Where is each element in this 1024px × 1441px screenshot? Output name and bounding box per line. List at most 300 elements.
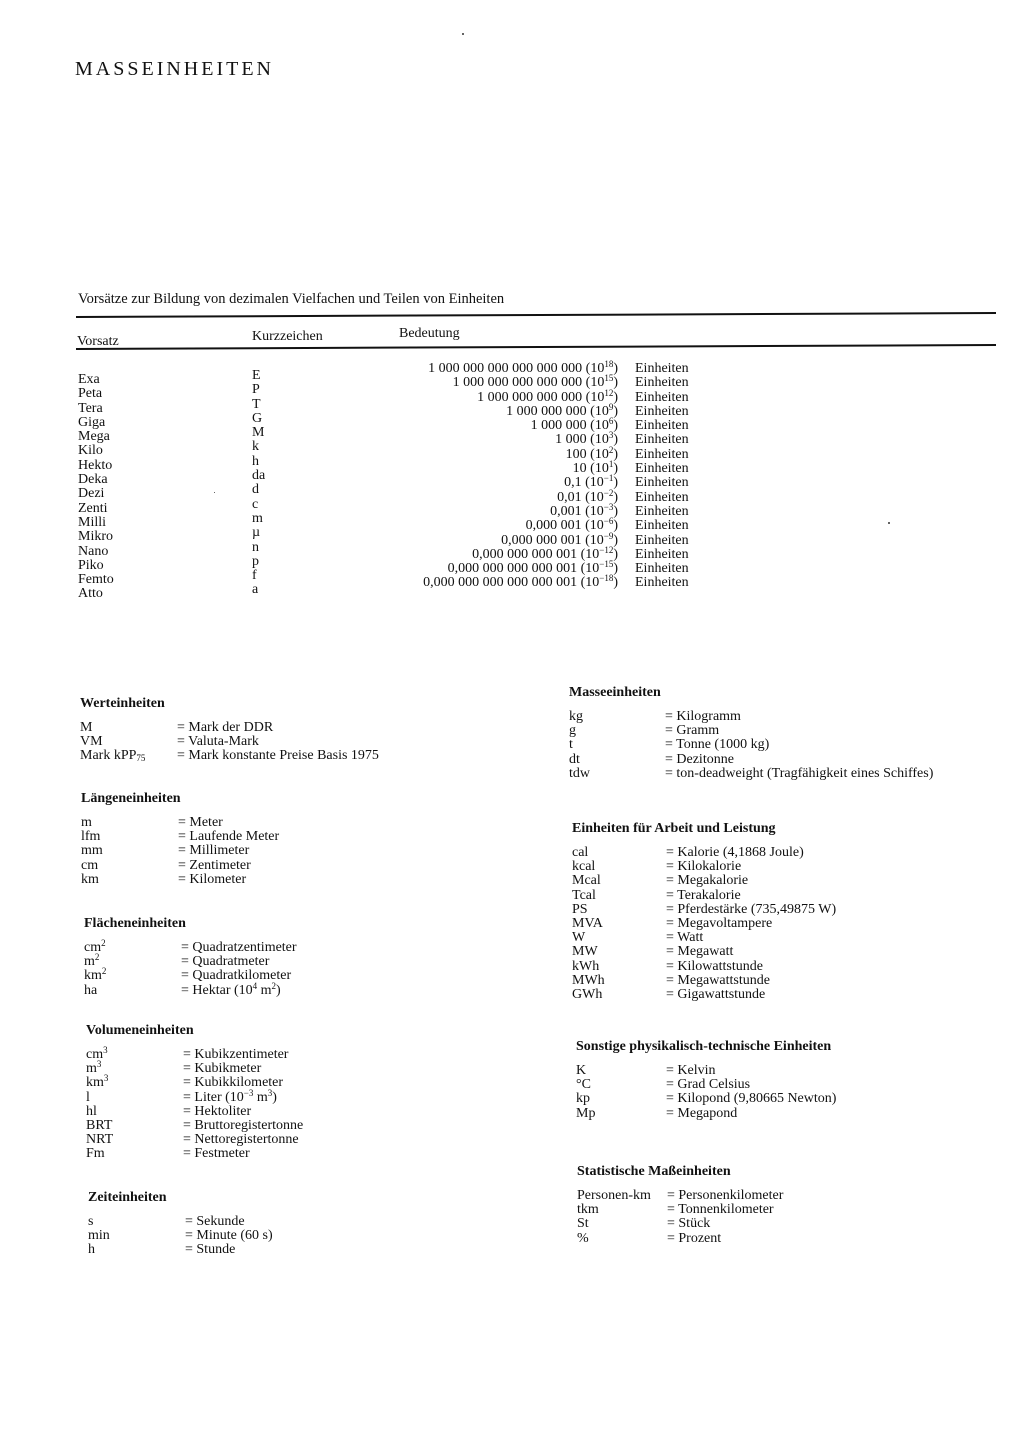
section-heading: Längeneinheiten xyxy=(81,791,181,806)
unit-definition xyxy=(177,735,259,749)
paren-close: ) xyxy=(613,532,618,548)
unit-row xyxy=(81,816,279,830)
paren-open: (10 xyxy=(586,432,609,448)
unit-row xyxy=(572,846,836,860)
prefix-name: Tera xyxy=(78,400,103,416)
paren-open: (10 xyxy=(577,546,600,562)
section-volumeneinheiten xyxy=(86,1023,303,1162)
unit-symbol-text: kp xyxy=(576,1091,590,1107)
unit-definition-text: = Kilokalorie xyxy=(666,859,742,875)
paren-close: ) xyxy=(613,461,618,477)
prefix-name: Zenti xyxy=(78,500,108,516)
unit-symbol-text: NRT xyxy=(86,1132,114,1148)
paren-open: (10 xyxy=(577,561,600,577)
prefix-name: Kilo xyxy=(78,443,103,459)
section-masseeinheiten xyxy=(569,685,933,781)
section-werteinheiten xyxy=(80,696,379,764)
unit-definition-text: = Pferdestärke (735,49875 W) xyxy=(666,901,837,917)
unit-symbol xyxy=(81,830,178,844)
unit-symbol xyxy=(569,710,665,724)
unit-row xyxy=(81,859,279,873)
unit-symbol-text: s xyxy=(88,1214,94,1229)
unit-row xyxy=(577,1232,783,1246)
unit-symbol-text: m xyxy=(84,954,95,970)
unit-symbol xyxy=(572,960,666,974)
unit-row xyxy=(572,931,836,945)
prefix-name: Exa xyxy=(78,372,100,387)
unit-definition-text: = Kilogramm xyxy=(665,709,741,724)
unit-definition xyxy=(666,945,733,959)
unit-symbol-text: h xyxy=(88,1242,95,1258)
unit-definition-text: = Hektar (10 xyxy=(181,982,253,998)
speck-dot xyxy=(214,492,215,493)
unit-definition xyxy=(665,724,719,738)
header-prefix: Vorsatz xyxy=(77,334,119,349)
prefix-unit-word: Einheiten xyxy=(635,403,689,419)
unit-row xyxy=(81,830,279,844)
unit-symbol-text: MWh xyxy=(572,972,605,988)
unit-definition-text: = Kalorie (4,1868 Joule) xyxy=(666,845,804,860)
unit-symbol-text: km xyxy=(84,968,102,984)
unit-definition-text: = Watt xyxy=(666,930,704,946)
paren-open: (10 xyxy=(586,418,609,434)
prefix-unit-word: Einheiten xyxy=(635,475,689,491)
paren-open: (10 xyxy=(581,503,604,519)
prefix-symbol: M xyxy=(252,425,265,441)
unit-definition-text: = Personenkilometer xyxy=(667,1188,784,1203)
prefix-name: Mikro xyxy=(78,529,113,545)
unit-row xyxy=(576,1107,836,1121)
section-heading: Masseeinheiten xyxy=(569,685,661,700)
paren-close: ) xyxy=(613,475,618,491)
prefix-unit-word: Einheiten xyxy=(635,375,689,391)
prefix-unit-word: Einheiten xyxy=(635,532,689,548)
unit-symbol xyxy=(81,873,178,887)
prefix-value: 100 xyxy=(565,446,587,462)
unit-definition xyxy=(185,1215,245,1229)
unit-definition-text: = Megakalorie xyxy=(666,873,749,889)
unit-row xyxy=(84,938,297,955)
unit-definition-text: = Zentimeter xyxy=(178,857,251,873)
unit-symbol xyxy=(88,1229,185,1243)
unit-definition xyxy=(665,710,741,724)
prefix-power: 3 xyxy=(608,430,614,441)
paren-open: (10 xyxy=(581,489,604,505)
unit-symbol-text: GWh xyxy=(572,986,603,1002)
prefix-unit-word: Einheiten xyxy=(635,561,689,577)
prefix-name: Deka xyxy=(78,472,108,488)
unit-definition xyxy=(178,873,246,887)
unit-symbol-text: Mp xyxy=(576,1105,596,1121)
unit-symbol-text: Mark kPP xyxy=(80,748,137,764)
page-title: MASSEINHEITEN xyxy=(75,58,274,80)
prefix-value: 0,000 000 001 xyxy=(501,532,582,548)
unit-definition xyxy=(183,1062,261,1076)
unit-definition xyxy=(185,1243,235,1257)
prefix-value: 1 000 000 000 xyxy=(506,403,587,419)
paren-open: (10 xyxy=(586,461,609,477)
unit-symbol-text: dt xyxy=(569,751,580,767)
section-arbeit-leistung xyxy=(572,821,836,1002)
unit-definition xyxy=(666,860,741,874)
prefix-value: 1 000 000 000 000 000 xyxy=(452,375,583,391)
unit-row xyxy=(572,988,836,1002)
unit-definition xyxy=(666,846,804,860)
unit-definition xyxy=(177,721,273,735)
paren-open: (10 xyxy=(581,475,604,491)
unit-symbol xyxy=(86,1133,183,1147)
unit-definition-text: = Mark konstante Preise Basis 1975 xyxy=(177,748,379,764)
unit-row xyxy=(80,735,379,749)
prefix-power: −9 xyxy=(603,530,614,541)
unit-symbol-text: VM xyxy=(80,734,103,750)
unit-definition-text: = Valuta-Mark xyxy=(177,734,259,750)
prefix-power: −2 xyxy=(603,487,614,498)
unit-row xyxy=(569,767,933,781)
unit-symbol xyxy=(576,1092,666,1106)
unit-definition-text: = Liter (10 xyxy=(183,1089,244,1105)
unit-definition-text: = Kubikkilometer xyxy=(183,1075,284,1091)
section-flaecheneinheiten xyxy=(84,916,297,998)
unit-definition xyxy=(666,960,763,974)
unit-row xyxy=(576,1092,836,1106)
unit-row xyxy=(86,1045,303,1062)
table-header-rule xyxy=(76,344,996,350)
prefix-power: 9 xyxy=(608,401,614,412)
unit-symbol-exponent: 2 xyxy=(101,938,106,948)
unit-definition xyxy=(181,955,269,969)
prefix-unit-word: Einheiten xyxy=(635,489,689,505)
prefix-meaning xyxy=(360,573,618,591)
prefix-value: 1 000 000 000 000 000 000 xyxy=(428,361,583,376)
unit-symbol-text: g xyxy=(569,723,576,739)
header-meaning: Bedeutung xyxy=(399,326,460,341)
unit-definition xyxy=(178,830,279,844)
unit-row xyxy=(576,1078,836,1092)
unit-symbol-text: St xyxy=(577,1216,589,1232)
prefix-unit-word: Einheiten xyxy=(635,503,689,519)
prefix-unit-word: Einheiten xyxy=(635,446,689,462)
unit-definition-text: = Megavoltampere xyxy=(666,915,773,931)
unit-definition xyxy=(183,1119,303,1133)
prefix-power: 6 xyxy=(608,416,614,427)
unit-row xyxy=(86,1133,303,1147)
unit-definition-text: = Kubikmeter xyxy=(183,1061,262,1077)
unit-definition-text: = Kelvin xyxy=(666,1063,716,1078)
prefix-symbol: a xyxy=(252,582,259,598)
prefix-meaning-column xyxy=(360,359,618,591)
prefix-symbol: E xyxy=(252,368,261,383)
unit-row xyxy=(572,874,836,888)
prefix-unit-word: Einheiten xyxy=(635,361,689,376)
unit-definition-text: = Nettoregistertonne xyxy=(183,1132,299,1148)
prefix-power: −12 xyxy=(599,544,614,555)
paren-open: (10 xyxy=(582,361,605,376)
paren-open: (10 xyxy=(577,575,600,591)
unit-row xyxy=(86,1059,303,1077)
prefix-value: 1 000 xyxy=(555,432,587,448)
paren-close: ) xyxy=(613,361,618,376)
prefix-symbol: µ xyxy=(252,525,261,541)
unit-row xyxy=(80,749,379,763)
prefix-meaning xyxy=(360,530,618,548)
definition-end: ) xyxy=(272,1089,277,1105)
unit-definition xyxy=(666,917,772,931)
section-heading: Volumeneinheiten xyxy=(86,1023,194,1038)
prefix-value: 0,000 000 000 001 xyxy=(472,546,578,562)
unit-definition xyxy=(667,1217,710,1231)
unit-row xyxy=(577,1189,783,1203)
unit-row xyxy=(86,1105,303,1119)
unit-symbol xyxy=(572,988,666,1002)
unit-row xyxy=(88,1243,273,1257)
unit-row xyxy=(569,753,933,767)
prefix-value: 0,001 xyxy=(550,503,582,519)
unit-definition xyxy=(183,1087,277,1105)
unit-symbol-text: Fm xyxy=(86,1146,105,1162)
section-zeiteinheiten xyxy=(88,1190,273,1258)
prefix-meaning xyxy=(360,430,618,448)
unit-definition-text: = Dezitonne xyxy=(665,751,734,767)
unit-symbol-exponent: 3 xyxy=(103,1045,108,1055)
unit-symbol-text: l xyxy=(86,1089,90,1105)
unit-symbol-exponent: 3 xyxy=(96,1059,102,1070)
unit-row xyxy=(569,724,933,738)
unit-symbol-text: MW xyxy=(572,944,598,960)
paren-close: ) xyxy=(613,489,618,505)
prefix-unit-word: Einheiten xyxy=(635,546,689,562)
prefix-name: Nano xyxy=(78,543,109,559)
unit-row xyxy=(572,945,836,959)
section-statistische xyxy=(577,1164,783,1246)
paren-open: (10 xyxy=(582,389,605,405)
definition-tail-exponent: 3 xyxy=(267,1087,273,1098)
prefix-symbol-column xyxy=(252,369,265,598)
prefix-symbol: da xyxy=(252,468,266,484)
unit-symbol-text: m xyxy=(86,1061,97,1077)
prefix-value: 0,1 xyxy=(564,475,582,491)
unit-symbol-text: Tcal xyxy=(572,887,596,903)
paren-close: ) xyxy=(613,561,618,577)
unit-row xyxy=(84,980,297,998)
unit-definition-text: = Kubikzentimeter xyxy=(183,1047,289,1062)
unit-definition xyxy=(177,749,379,763)
prefix-power: −6 xyxy=(603,516,614,527)
unit-symbol xyxy=(569,767,665,781)
prefix-power: −18 xyxy=(599,573,614,584)
prefix-name: Hekto xyxy=(78,457,113,473)
prefix-unit-word: Einheiten xyxy=(635,389,689,405)
unit-definition xyxy=(666,1078,750,1092)
prefix-value: 1 000 000 000 000 xyxy=(477,389,583,405)
unit-symbol-text: ha xyxy=(84,982,98,998)
unit-symbol xyxy=(86,1119,183,1133)
unit-definition-text: = Bruttoregistertonne xyxy=(183,1117,304,1133)
definition-tail-exponent: 2 xyxy=(271,980,277,991)
paren-close: ) xyxy=(613,575,618,591)
prefix-table-caption: Vorsätze zur Bildung von dezimalen Vielfachen und Teilen von Einheiten xyxy=(78,291,505,307)
unit-symbol-text: cal xyxy=(572,845,589,860)
unit-symbol xyxy=(80,735,177,749)
unit-symbol-text: Mcal xyxy=(572,873,601,889)
unit-symbol xyxy=(577,1217,667,1231)
paren-close: ) xyxy=(613,375,618,391)
unit-row xyxy=(80,721,379,735)
section-heading: Statistische Maßeinheiten xyxy=(577,1164,731,1179)
unit-symbol-text: PS xyxy=(572,901,588,917)
prefix-meaning xyxy=(360,473,618,491)
paren-open: (10 xyxy=(586,446,609,462)
prefix-power: 12 xyxy=(604,387,614,398)
unit-definition xyxy=(666,889,741,903)
unit-row xyxy=(569,738,933,752)
unit-symbol-text: cm xyxy=(84,940,102,955)
unit-definition xyxy=(666,931,703,945)
prefix-power: −3 xyxy=(603,501,614,512)
unit-definition xyxy=(181,980,281,998)
unit-symbol-text: % xyxy=(577,1230,589,1246)
unit-symbol-text: lfm xyxy=(81,829,101,845)
unit-definition xyxy=(667,1232,721,1246)
unit-row xyxy=(572,903,836,917)
unit-symbol xyxy=(86,1091,183,1105)
unit-row xyxy=(88,1229,273,1243)
unit-definition xyxy=(665,738,769,752)
unit-definition-text: = Quadratzentimeter xyxy=(181,940,297,955)
unit-symbol-text: kcal xyxy=(572,859,596,875)
prefix-symbol: p xyxy=(252,553,259,569)
unit-row xyxy=(572,974,836,988)
prefix-power: 15 xyxy=(604,373,614,384)
unit-symbol xyxy=(572,974,666,988)
prefix-meaning xyxy=(360,487,618,505)
unit-symbol xyxy=(86,1073,183,1091)
unit-definition-text: = Millimeter xyxy=(178,843,250,859)
unit-symbol xyxy=(576,1064,666,1078)
unit-definition-text: = Meter xyxy=(178,815,223,830)
unit-symbol-text: K xyxy=(576,1063,587,1078)
prefix-name: Milli xyxy=(78,514,107,530)
unit-symbol xyxy=(86,1105,183,1119)
prefix-value: 0,01 xyxy=(557,489,582,505)
prefix-name: Peta xyxy=(78,386,103,402)
prefix-value: 0,000 000 000 000 000 001 xyxy=(423,575,578,591)
unit-definition xyxy=(666,1107,737,1121)
unit-symbol-text: M xyxy=(80,720,93,735)
unit-definition xyxy=(178,816,223,830)
unit-definition-text: = Grad Celsius xyxy=(666,1077,751,1093)
unit-definition xyxy=(666,974,770,988)
unit-definition-text: = Laufende Meter xyxy=(178,829,280,845)
unit-symbol xyxy=(577,1232,667,1246)
paren-close: ) xyxy=(613,432,618,448)
prefix-power: 18 xyxy=(604,359,614,369)
unit-definition-text: = Tonne (1000 kg) xyxy=(665,737,770,753)
unit-symbol-exponent: 2 xyxy=(101,966,107,977)
prefix-name: Piko xyxy=(78,557,104,573)
unit-symbol-text: Personen-km xyxy=(577,1188,651,1203)
unit-symbol-text: cm xyxy=(86,1047,104,1062)
prefix-name: Femto xyxy=(78,572,114,588)
prefix-symbol: d xyxy=(252,482,259,498)
unit-definition xyxy=(183,1133,299,1147)
prefix-symbol: c xyxy=(252,496,259,512)
definition-exponent: −3 xyxy=(243,1087,254,1098)
unit-row xyxy=(84,952,297,970)
unit-definition-text: = ton-deadweight (Tragfähigkeit eines Schiffes) xyxy=(665,765,934,781)
unit-symbol-text: tkm xyxy=(577,1202,599,1218)
prefix-value: 1 000 000 xyxy=(530,418,587,434)
definition-end: ) xyxy=(276,982,281,998)
unit-definition xyxy=(183,1147,250,1161)
section-heading: Zeiteinheiten xyxy=(88,1190,167,1205)
paren-close: ) xyxy=(613,418,618,434)
unit-definition-text: = Prozent xyxy=(667,1230,722,1246)
unit-definition-text: = Sekunde xyxy=(185,1214,245,1229)
section-heading: Einheiten für Arbeit und Leistung xyxy=(572,821,776,836)
prefix-symbol: h xyxy=(252,453,259,469)
unit-row xyxy=(86,1147,303,1161)
table-top-rule xyxy=(76,312,996,318)
unit-symbol-text: kg xyxy=(569,709,583,724)
unit-symbol xyxy=(572,903,666,917)
prefix-symbol: G xyxy=(252,410,263,426)
unit-definition-text: = Quadratmeter xyxy=(181,954,270,970)
unit-symbol xyxy=(84,966,181,984)
unit-definition xyxy=(185,1229,273,1243)
unit-definition xyxy=(666,1092,836,1106)
paren-open: (10 xyxy=(586,403,609,419)
unit-symbol xyxy=(572,931,666,945)
prefix-power: −1 xyxy=(603,473,614,484)
prefix-symbol: P xyxy=(252,382,260,398)
unit-row xyxy=(576,1064,836,1078)
prefix-symbol: m xyxy=(252,510,263,526)
unit-definition-text: = Kilometer xyxy=(178,871,247,887)
prefix-name: Dezi xyxy=(78,486,105,502)
unit-symbol xyxy=(572,860,666,874)
speck-dot xyxy=(888,522,890,524)
paren-open: (10 xyxy=(581,518,604,534)
unit-symbol-text: W xyxy=(572,930,586,946)
unit-definition-text: = Stunde xyxy=(185,1242,236,1258)
definition-exponent: 4 xyxy=(252,980,258,991)
unit-row xyxy=(84,966,297,984)
paren-close: ) xyxy=(613,389,618,405)
unit-row xyxy=(577,1217,783,1231)
header-symbol: Kurzzeichen xyxy=(252,329,323,344)
unit-definition xyxy=(666,1064,716,1078)
unit-symbol xyxy=(569,724,665,738)
unit-symbol-exponent: 3 xyxy=(103,1073,109,1084)
unit-symbol-exponent: 2 xyxy=(94,952,100,963)
unit-symbol xyxy=(81,859,178,873)
unit-row xyxy=(88,1215,273,1229)
unit-definition xyxy=(666,903,836,917)
prefix-unit-word: Einheiten xyxy=(635,518,689,534)
prefix-symbol: f xyxy=(252,568,257,584)
unit-symbol-text: t xyxy=(569,737,573,753)
prefix-unit-word: Einheiten xyxy=(635,432,689,448)
paren-close: ) xyxy=(613,518,618,534)
paren-close: ) xyxy=(613,546,618,562)
prefix-value: 0,000 001 xyxy=(525,518,582,534)
unit-symbol xyxy=(81,816,178,830)
unit-definition-text: = Hektoliter xyxy=(183,1103,252,1119)
unit-definition xyxy=(181,941,297,955)
unit-row xyxy=(81,873,279,887)
unit-symbol-text: mm xyxy=(81,843,103,859)
